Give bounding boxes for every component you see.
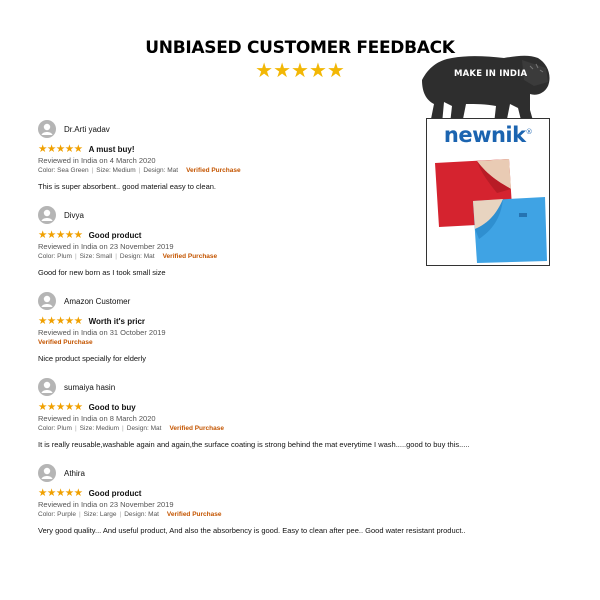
review-date: Reviewed in India on 8 March 2020 <box>38 414 156 423</box>
review-body: Good for new born as I took small size <box>38 268 166 277</box>
page-title: UNBIASED CUSTOMER FEEDBACK <box>145 38 455 58</box>
review-meta: Color: Purple | Size: Large | Design: Mat Verified Purchase <box>38 511 222 518</box>
review-item <box>38 206 558 292</box>
review-meta: Color: Plum | Size: Small | Design: Mat Verified Purchase <box>38 253 218 260</box>
review-date: Reviewed in India on 31 October 2019 <box>38 328 166 337</box>
variant-design[interactable]: Design: Mat <box>126 425 162 432</box>
reviewer-row <box>38 120 558 138</box>
review-title[interactable]: A must buy! <box>88 144 135 154</box>
rating-row <box>38 229 558 241</box>
verified-purchase-badge: Verified Purchase <box>169 425 224 432</box>
review-body: It is really reusable,washable again and again,the surface coating is strong behind the mat everytime I wash.....good to buy this..... <box>38 440 470 449</box>
reviewer-name[interactable]: Divya <box>64 210 85 220</box>
star-rating-icon[interactable]: ★★★★★ <box>38 487 83 499</box>
review-meta: Color: Plum | Size: Medium | Design: Mat Verified Purchase <box>38 425 224 432</box>
brand-name: newnik <box>443 123 526 147</box>
review-date: Reviewed in India on 4 March 2020 <box>38 156 156 165</box>
review-body: This is super absorbent.. good material easy to clean. <box>38 182 217 191</box>
reviewer-name[interactable]: Athira <box>64 468 85 478</box>
review-meta: Color: Sea Green | Size: Medium | Design: Mat Verified Purchase <box>38 167 241 174</box>
header-star-rating-icon: ★★★★★ <box>255 60 345 82</box>
variant-size[interactable]: Size: Small <box>79 253 113 260</box>
rating-row <box>38 487 558 499</box>
variant-design[interactable]: Design: Mat <box>143 167 179 174</box>
make-in-india-lion-logo <box>418 46 553 128</box>
variant-color[interactable]: Color: Plum <box>38 253 72 260</box>
variant-color[interactable]: Color: Plum <box>38 425 72 432</box>
star-rating-icon[interactable]: ★★★★★ <box>38 143 83 155</box>
star-rating-icon[interactable]: ★★★★★ <box>38 229 83 241</box>
rating-row <box>38 401 558 413</box>
verified-purchase-badge: Verified Purchase <box>38 339 93 346</box>
review-item <box>38 120 558 206</box>
user-avatar-icon <box>38 120 56 138</box>
review-title[interactable]: Good product <box>88 230 142 240</box>
review-item <box>38 464 558 550</box>
review-body: Nice product specially for elderly <box>38 354 146 363</box>
verified-purchase-badge: Verified Purchase <box>166 511 222 518</box>
review-item <box>38 292 558 378</box>
review-date: Reviewed in India on 23 November 2019 <box>38 242 174 251</box>
reviewer-name[interactable]: Amazon Customer <box>64 296 131 306</box>
rating-row <box>38 315 558 327</box>
review-title[interactable]: Worth it's pricr <box>88 316 146 326</box>
variant-color[interactable]: Color: Purple <box>38 511 76 518</box>
lion-icon <box>418 46 553 128</box>
user-avatar-icon <box>38 292 56 310</box>
review-body: Very good quality... And useful product, And also the absorbency is good. Easy to clean after pee.. Good water resistant product.. <box>38 526 466 535</box>
variant-size[interactable]: Size: Large <box>83 511 117 518</box>
verified-purchase-badge: Verified Purchase <box>162 253 218 260</box>
review-title[interactable]: Good product <box>88 488 142 498</box>
brand-registered-mark: ® <box>525 128 533 136</box>
variant-design[interactable]: Design: Mat <box>124 511 159 518</box>
star-rating-icon[interactable]: ★★★★★ <box>38 315 83 327</box>
review-date: Reviewed in India on 23 November 2019 <box>38 500 174 509</box>
make-in-india-text: MAKE IN INDIA <box>454 69 528 79</box>
user-avatar-icon <box>38 464 56 482</box>
reviewer-row <box>38 206 558 224</box>
verified-purchase-badge: Verified Purchase <box>186 167 241 174</box>
variant-size[interactable]: Size: Medium <box>79 425 120 432</box>
user-avatar-icon <box>38 206 56 224</box>
review-meta <box>38 338 558 348</box>
rating-row <box>38 143 558 155</box>
reviewer-name[interactable]: Dr.Arti yadav <box>64 124 110 134</box>
variant-design[interactable]: Design: Mat <box>119 253 155 260</box>
reviewer-row <box>38 378 558 396</box>
reviewer-row <box>38 292 558 310</box>
star-rating-icon[interactable]: ★★★★★ <box>38 401 83 413</box>
reviews-list <box>38 120 558 550</box>
review-title[interactable]: Good to buy <box>88 402 136 412</box>
reviewer-name[interactable]: sumaiya hasin <box>64 382 116 392</box>
variant-size[interactable]: Size: Medium <box>96 167 136 174</box>
review-item <box>38 378 558 464</box>
user-avatar-icon <box>38 378 56 396</box>
variant-color[interactable]: Color: Sea Green <box>38 167 89 174</box>
reviewer-row <box>38 464 558 482</box>
